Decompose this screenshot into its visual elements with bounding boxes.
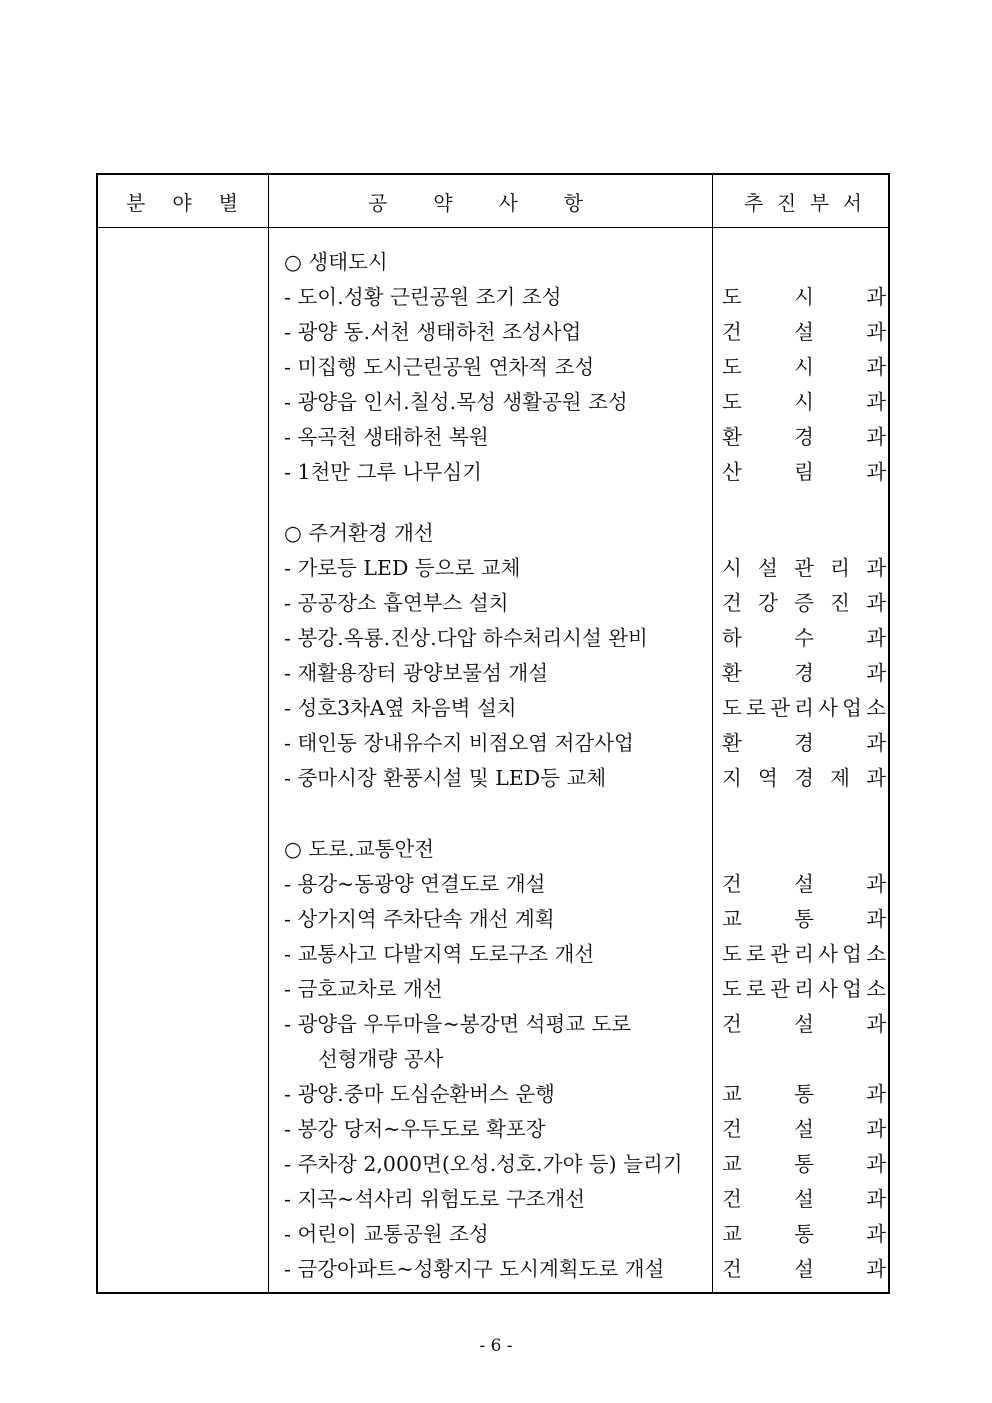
department-char: 업 — [842, 942, 862, 966]
department-char: 과 — [866, 1257, 886, 1281]
pledge-text: - 재활용장터 광양보물섬 개설 — [284, 661, 549, 685]
pledge-row — [98, 1143, 888, 1178]
pledge-text: - 어린이 교통공원 조성 — [284, 1222, 489, 1246]
department-char: 사 — [818, 696, 838, 720]
pledge-row — [98, 1248, 888, 1283]
department — [722, 937, 886, 967]
department — [722, 1077, 886, 1107]
department-char: 리 — [830, 556, 850, 580]
pledge-text: - 성호3차A옆 차음벽 설치 — [284, 696, 517, 720]
section-title: ○ 주거환경 개선 — [284, 521, 434, 545]
pledge-row — [98, 276, 888, 311]
department-char: 지 — [722, 766, 742, 790]
department — [722, 420, 886, 450]
department-char: 교 — [722, 1152, 742, 1176]
pledge-row — [98, 898, 888, 933]
department-char: 과 — [866, 766, 886, 790]
department — [722, 656, 886, 686]
department-char: 도 — [722, 977, 742, 1001]
department-char: 시 — [794, 390, 814, 414]
department — [722, 280, 886, 310]
pledge-text: - 교통사고 다발지역 도로구조 개선 — [284, 942, 595, 966]
department — [722, 621, 886, 651]
department-char: 경 — [794, 766, 814, 790]
department — [722, 972, 886, 1002]
department — [722, 1112, 886, 1142]
department — [722, 315, 886, 345]
header-pledge — [368, 175, 583, 227]
pledge-row-continuation — [98, 1038, 888, 1073]
department-char: 리 — [794, 696, 814, 720]
pledge-text: - 태인동 장내유수지 비점오염 저감사업 — [284, 731, 634, 755]
department-char: 설 — [794, 1117, 814, 1141]
pledge-text-continuation: 선형개량 공사 — [318, 1047, 444, 1071]
department — [722, 350, 886, 380]
department-char: 교 — [722, 1082, 742, 1106]
department — [722, 726, 886, 756]
department-char: 과 — [866, 661, 886, 685]
pledge-row — [98, 451, 888, 486]
department-char: 증 — [794, 591, 814, 615]
header-char: 추 — [744, 190, 764, 215]
pledge-text: - 광양읍 우두마을~봉강면 석평교 도로 — [284, 1012, 632, 1036]
section-row — [98, 241, 888, 276]
department-char: 림 — [794, 460, 814, 484]
department-char: 리 — [794, 942, 814, 966]
pledge-text: - 금강아파트~성황지구 도시계획도로 개설 — [284, 1257, 665, 1281]
header-char: 분 — [126, 190, 146, 215]
department-char: 관 — [770, 696, 790, 720]
department-char: 건 — [722, 1187, 742, 1211]
department-char: 도 — [722, 942, 742, 966]
department — [722, 902, 886, 932]
department-char: 과 — [866, 1012, 886, 1036]
department-char: 통 — [794, 1152, 814, 1176]
pledge-row — [98, 416, 888, 451]
pledge-row — [98, 687, 888, 722]
department-char: 과 — [866, 320, 886, 344]
pledge-row — [98, 346, 888, 381]
department-char: 과 — [866, 355, 886, 379]
header-char: 약 — [433, 190, 453, 215]
pledge-text: - 미집행 도시근린공원 연차적 조성 — [284, 355, 595, 379]
department-char: 설 — [794, 320, 814, 344]
header-char: 항 — [563, 190, 583, 215]
pledge-text: - 봉강 당저~우두도로 확포장 — [284, 1117, 546, 1141]
department-char: 시 — [794, 285, 814, 309]
header-char: 부 — [809, 190, 830, 215]
department-char: 과 — [866, 872, 886, 896]
pledge-row — [98, 757, 888, 792]
department-char: 과 — [866, 556, 886, 580]
department-char: 설 — [794, 1012, 814, 1036]
department-char: 통 — [794, 1082, 814, 1106]
header-divider — [98, 227, 888, 228]
pledge-text: - 주차장 2,000면(오성․성호․가야 등) 늘리기 — [284, 1152, 683, 1176]
department-char: 산 — [722, 460, 742, 484]
department-char: 환 — [722, 425, 742, 449]
department-char: 과 — [866, 1187, 886, 1211]
department-char: 과 — [866, 907, 886, 931]
section-title: ○ 생태도시 — [284, 250, 388, 274]
department-char: 과 — [866, 460, 886, 484]
department-char: 로 — [746, 696, 766, 720]
department-char: 환 — [722, 661, 742, 685]
department-char: 관 — [794, 556, 814, 580]
pledge-row — [98, 1073, 888, 1108]
department-char: 관 — [770, 942, 790, 966]
department — [722, 385, 886, 415]
department-char: 도 — [722, 285, 742, 309]
section-row — [98, 828, 888, 863]
header-char: 진 — [776, 190, 797, 215]
pledge-row — [98, 381, 888, 416]
department-char: 시 — [722, 556, 742, 580]
department — [722, 1147, 886, 1177]
header-field — [126, 175, 238, 227]
pledge-text: - 광양 동․서천 생태하천 조성사업 — [284, 320, 582, 344]
pledge-text: - 상가지역 주차단속 개선 계획 — [284, 907, 555, 931]
header-char: 야 — [172, 190, 192, 215]
department-char: 사 — [818, 942, 838, 966]
header-char: 공 — [368, 190, 388, 215]
department-char: 과 — [866, 390, 886, 414]
pledge-text: - 중마시장 환풍시설 및 LED등 교체 — [284, 766, 607, 790]
department-char: 건 — [722, 872, 742, 896]
department-char: 과 — [866, 731, 886, 755]
department — [722, 691, 886, 721]
pledge-row — [98, 1003, 888, 1038]
header-char: 서 — [842, 190, 862, 215]
department-char: 설 — [758, 556, 778, 580]
pledge-text: - 금호교차로 개선 — [284, 977, 443, 1001]
pledge-row — [98, 722, 888, 757]
department — [722, 455, 886, 485]
pledge-row — [98, 933, 888, 968]
department-char: 로 — [746, 942, 766, 966]
department-char: 도 — [722, 390, 742, 414]
pledge-row — [98, 311, 888, 346]
department-char: 진 — [830, 591, 850, 615]
department-char: 환 — [722, 731, 742, 755]
department-char: 건 — [722, 320, 742, 344]
department-char: 과 — [866, 1222, 886, 1246]
department — [722, 1217, 886, 1247]
department — [722, 1007, 886, 1037]
department-char: 과 — [866, 626, 886, 650]
pledge-row — [98, 1213, 888, 1248]
department — [722, 1252, 886, 1282]
department-char: 로 — [746, 977, 766, 1001]
department-char: 강 — [758, 591, 778, 615]
department-char: 설 — [794, 1257, 814, 1281]
pledge-text: - 도이․성황 근린공원 조기 조성 — [284, 285, 562, 309]
header-char: 별 — [218, 190, 238, 215]
department-char: 사 — [818, 977, 838, 1001]
department-char: 소 — [866, 977, 886, 1001]
pledge-row — [98, 582, 888, 617]
department — [722, 551, 886, 581]
pledge-text: - 봉강․옥룡․진상․다압 하수처리시설 완비 — [284, 626, 648, 650]
department-char: 건 — [722, 1117, 742, 1141]
pledge-text: - 광양읍 인서․칠성․목성 생활공원 조성 — [284, 390, 628, 414]
pledge-row — [98, 968, 888, 1003]
department-char: 소 — [866, 696, 886, 720]
pledge-text: - 지곡~석사리 위험도로 구조개선 — [284, 1187, 586, 1211]
pledge-text: - 공공장소 흡연부스 설치 — [284, 591, 509, 615]
department-char: 수 — [794, 626, 814, 650]
pledge-text: - 1천만 그루 나무심기 — [284, 460, 482, 484]
department-char: 과 — [866, 285, 886, 309]
department-char: 경 — [794, 731, 814, 755]
department-char: 과 — [866, 1152, 886, 1176]
department-char: 건 — [722, 1257, 742, 1281]
header-char: 사 — [498, 190, 518, 215]
pledge-text: - 가로등 LED 등으로 교체 — [284, 556, 521, 580]
department-char: 건 — [722, 1012, 742, 1036]
pledge-row — [98, 652, 888, 687]
department-char: 통 — [794, 1222, 814, 1246]
header-department — [744, 175, 862, 227]
department-char: 경 — [794, 661, 814, 685]
department — [722, 1182, 886, 1212]
pledge-row — [98, 863, 888, 898]
section-row — [98, 512, 888, 547]
pledge-text: - 용강~동광양 연결도로 개설 — [284, 872, 546, 896]
department-char: 업 — [842, 977, 862, 1001]
department-char: 설 — [794, 1187, 814, 1211]
pledge-row — [98, 1178, 888, 1213]
department-char: 설 — [794, 872, 814, 896]
department-char: 교 — [722, 1222, 742, 1246]
department-char: 도 — [722, 696, 742, 720]
department — [722, 867, 886, 897]
department-char: 과 — [866, 1117, 886, 1141]
pledge-row — [98, 547, 888, 582]
department-char: 시 — [794, 355, 814, 379]
department-char: 건 — [722, 591, 742, 615]
department-char: 역 — [758, 766, 778, 790]
department-char: 도 — [722, 355, 742, 379]
department-char: 교 — [722, 907, 742, 931]
department-char: 과 — [866, 1082, 886, 1106]
section-title: ○ 도로․교통안전 — [284, 837, 435, 861]
department-char: 제 — [830, 766, 850, 790]
department-char: 하 — [722, 626, 742, 650]
department-char: 소 — [866, 942, 886, 966]
page-number: - 6 - — [479, 1336, 513, 1356]
department — [722, 586, 886, 616]
department-char: 관 — [770, 977, 790, 1001]
department-char: 경 — [794, 425, 814, 449]
pledge-row — [98, 617, 888, 652]
department-char: 과 — [866, 591, 886, 615]
pledge-text: - 광양․중마 도심순환버스 운행 — [284, 1082, 555, 1106]
department — [722, 761, 886, 791]
department-char: 통 — [794, 907, 814, 931]
department-char: 과 — [866, 425, 886, 449]
department-char: 리 — [794, 977, 814, 1001]
pledge-text: - 옥곡천 생태하천 복원 — [284, 425, 489, 449]
pledge-table — [96, 173, 890, 1294]
pledge-row — [98, 1108, 888, 1143]
department-char: 업 — [842, 696, 862, 720]
